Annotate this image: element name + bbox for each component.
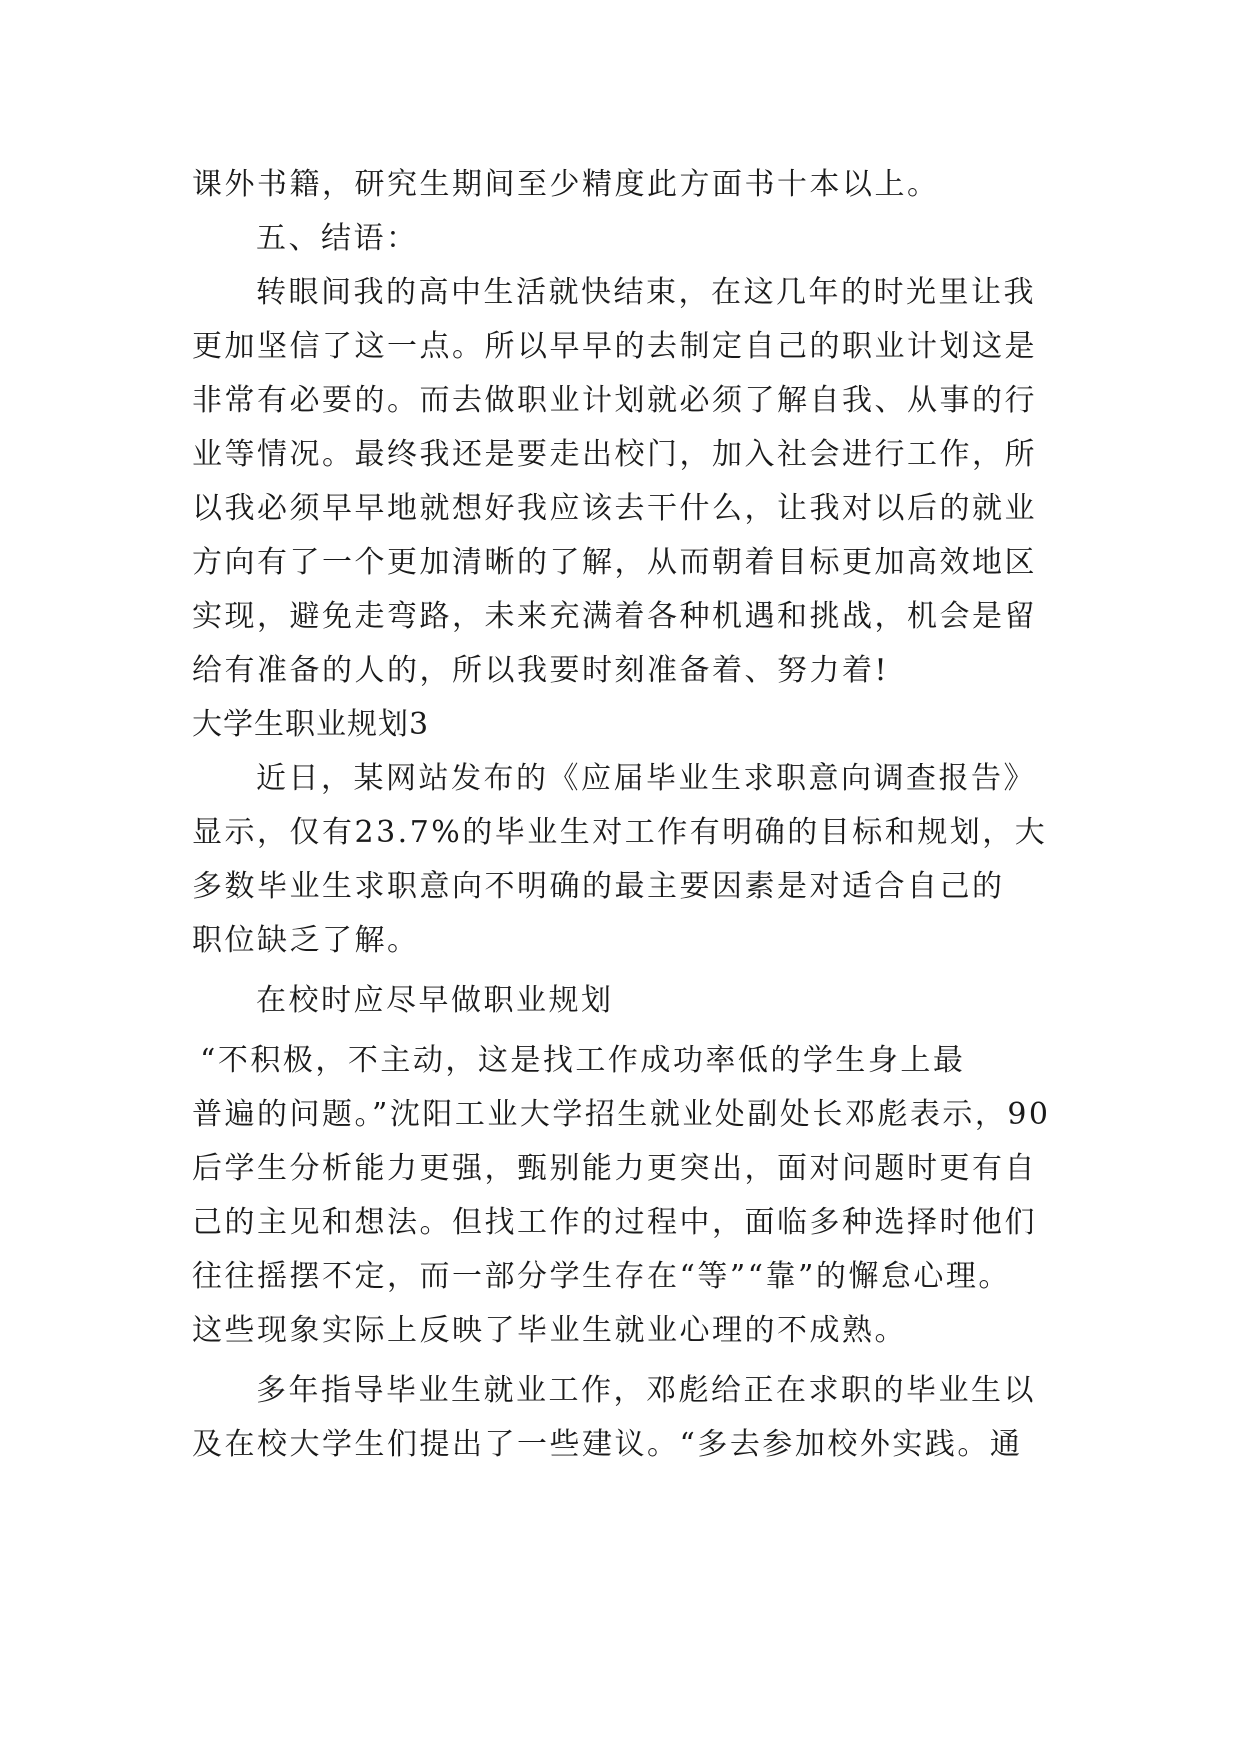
paragraph-line: 己的主见和想法。但找工作的过程中，面临多种选择时他们 <box>192 1205 1037 1240</box>
article-title: 大学生职业规划3 <box>192 707 430 742</box>
paragraph-line: 方向有了一个更加清晰的了解，从而朝着目标更加高效地区 <box>192 545 1037 580</box>
paragraph-line: 显示，仅有23.7%的毕业生对工作有明确的目标和规划，大 <box>192 815 1048 850</box>
paragraph-line: 职位缺乏了解。 <box>192 923 420 958</box>
paragraph-line: 近日，某网站发布的《应届毕业生求职意向调查报告》 <box>256 761 1036 796</box>
paragraph-line: 及在校大学生们提出了一些建议。“多去参加校外实践。通 <box>192 1427 1023 1462</box>
paragraph-line: 给有准备的人的，所以我要时刻准备着、努力着! <box>192 653 890 688</box>
paragraph-line: 课外书籍，研究生期间至少精度此方面书十本以上。 <box>192 167 940 202</box>
paragraph-line: 多数毕业生求职意向不明确的最主要因素是对适合自己的 <box>192 869 1005 904</box>
document-body <box>192 158 1052 1472</box>
subheading: 在校时应尽早做职业规划 <box>256 983 614 1018</box>
paragraph-line: 非常有必要的。而去做职业计划就必须了解自我、从事的行 <box>192 383 1037 418</box>
paragraph-line: 实现，避免走弯路，未来充满着各种机遇和挑战，机会是留 <box>192 599 1037 634</box>
paragraph-line: 转眼间我的高中生活就快结束，在这几年的时光里让我 <box>256 275 1036 310</box>
paragraph-line: 这些现象实际上反映了毕业生就业心理的不成熟。 <box>192 1313 907 1348</box>
paragraph-line: 更加坚信了这一点。所以早早的去制定自己的职业计划这是 <box>192 329 1037 364</box>
paragraph-line: 以我必须早早地就想好我应该去干什么，让我对以后的就业 <box>192 491 1037 526</box>
paragraph-line: 后学生分析能力更强，甄别能力更突出，面对问题时更有自 <box>192 1151 1037 1186</box>
paragraph-line: “不积极，不主动，这是找工作成功率低的学生身上最 <box>200 1043 966 1078</box>
paragraph-line: 往往摇摆不定，而一部分学生存在“等”“靠”的懈怠心理。 <box>192 1259 1011 1294</box>
section-heading: 五、结语： <box>256 221 419 256</box>
paragraph-line: 多年指导毕业生就业工作，邓彪给正在求职的毕业生以 <box>256 1373 1036 1408</box>
paragraph-line: 业等情况。最终我还是要走出校门，加入社会进行工作，所 <box>192 437 1037 472</box>
paragraph-line: 普遍的问题。”沈阳工业大学招生就业处副处长邓彪表示，90 <box>192 1097 1051 1132</box>
